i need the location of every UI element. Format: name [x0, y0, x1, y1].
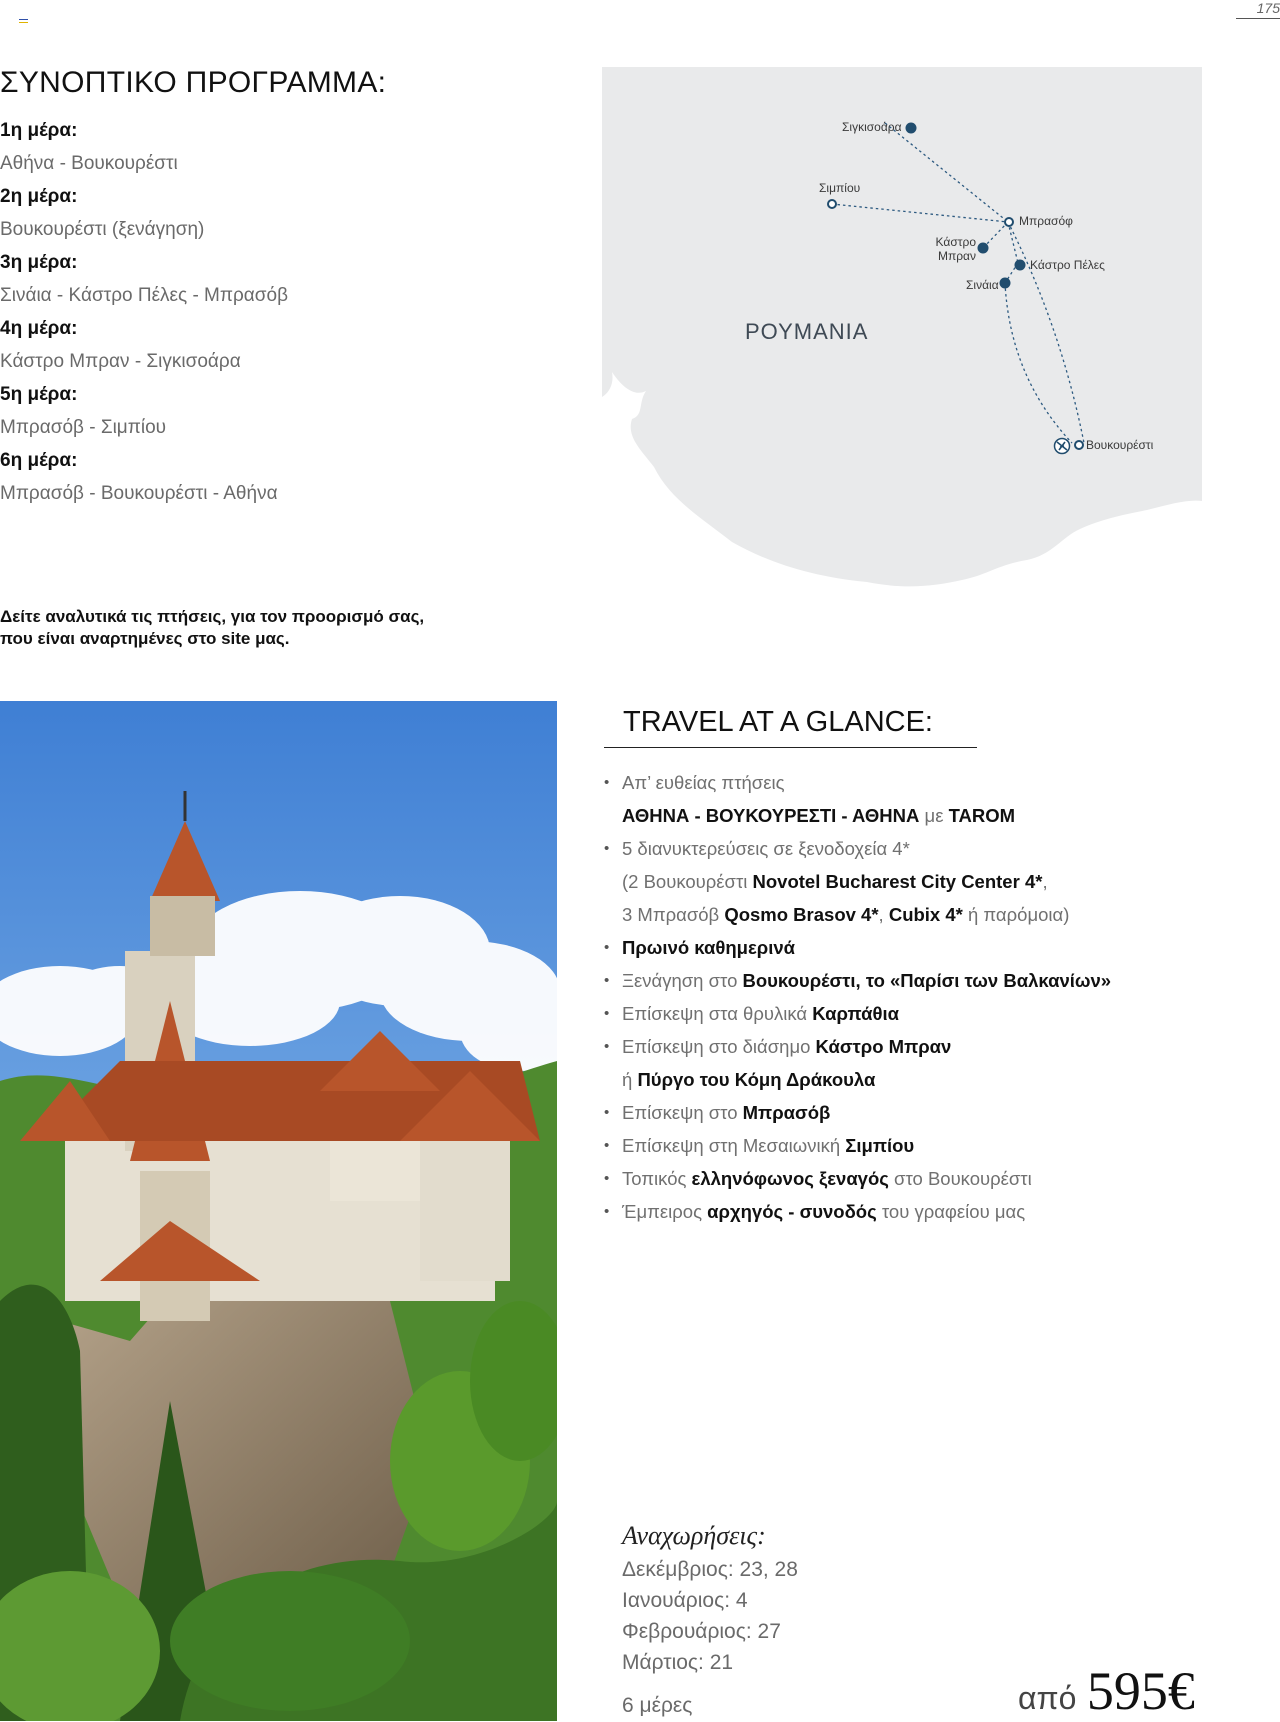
bullet-icon: •	[604, 939, 610, 956]
castle-tower	[150, 896, 215, 956]
route-line	[1008, 222, 1084, 443]
route-map-graphic	[602, 67, 1202, 608]
glance-item-line	[622, 865, 1264, 898]
glance-highlight: Qosmo Brasov 4*	[724, 904, 879, 925]
glance-item-line	[622, 997, 1264, 1030]
glance-item	[604, 1162, 1264, 1195]
day-label: 3η μέρα:	[0, 252, 78, 273]
glance-text: του γραφείου μας	[876, 1201, 1026, 1222]
glance-item-line	[622, 1162, 1264, 1195]
glance-item-line	[622, 964, 1264, 997]
bullet-icon: •	[604, 972, 610, 989]
glance-item	[604, 997, 1264, 1030]
glance-text: Επίσκεψη στη Μεσαιωνική	[622, 1135, 846, 1156]
itinerary-days	[0, 114, 560, 510]
route-line	[832, 204, 1008, 222]
route-line	[885, 123, 1008, 222]
glance-item	[604, 832, 1264, 931]
glance-title-underline	[604, 747, 977, 748]
glance-text: Τοπικός	[622, 1168, 692, 1189]
map-label-bran-line: Μπραν	[937, 249, 976, 263]
glance-title: TRAVEL AT A GLANCE:	[623, 706, 933, 738]
day-route: Αθήνα - Βουκουρέστι	[0, 153, 178, 174]
map-marker-sibiu	[828, 200, 836, 208]
glance-highlight: Πρωινό καθημερινά	[622, 937, 796, 958]
day-label: 4η μέρα:	[0, 318, 78, 339]
map-landmass-outline	[602, 372, 1202, 608]
map-label-peles: Κάστρο Πέλες	[1030, 258, 1105, 272]
bullet-icon: •	[604, 1005, 610, 1022]
glance-text: (2 Βουκουρέστι	[622, 871, 753, 892]
flag-mark-icon	[19, 19, 28, 26]
glance-text: Έμπειρος	[622, 1201, 708, 1222]
bullet-icon: •	[604, 1104, 610, 1121]
map-country-label: ΡΟΥΜΑΝΙΑ	[745, 319, 869, 344]
map-marker-brasov	[1005, 218, 1013, 226]
departure-date: Ιανουάριος: 4	[622, 1589, 748, 1612]
glance-highlight: Μπρασόβ	[742, 1102, 831, 1123]
glance-text: Απ’ ευθείας πτήσεις	[622, 772, 785, 793]
glance-text: ,	[1042, 871, 1048, 892]
price-prefix: από	[1018, 1680, 1077, 1716]
glance-item	[604, 1096, 1264, 1129]
day-label: 2η μέρα:	[0, 186, 78, 207]
glance-highlight: αρχηγός - συνοδός	[707, 1201, 877, 1222]
day-label: 1η μέρα:	[0, 120, 78, 141]
glance-item	[604, 964, 1264, 997]
flights-note-line: Δείτε αναλυτικά τις πτήσεις, για τον προορισμό σας,	[0, 607, 425, 626]
route-line	[1005, 283, 1072, 443]
trip-duration: 6 μέρες	[622, 1694, 693, 1717]
price	[1018, 1660, 1195, 1722]
glance-item	[604, 931, 1264, 964]
glance-item-line	[622, 1096, 1264, 1129]
day-route: Μπρασόβ - Βουκουρέστι - Αθήνα	[0, 483, 278, 504]
glance-item	[604, 1195, 1264, 1228]
glance-highlight: ελληνόφωνος ξεναγός	[691, 1168, 889, 1189]
glance-item	[604, 1030, 1264, 1096]
departure-date: Δεκέμβριος: 23, 28	[622, 1558, 798, 1581]
route-line	[1008, 222, 1018, 263]
glance-text: Επίσκεψη στα θρυλικά	[622, 1003, 813, 1024]
map-marker-sinaia	[1000, 278, 1011, 289]
glance-text: 5 διανυκτερεύσεις σε ξενοδοχεία 4*	[622, 838, 910, 859]
map-marker-peles	[1015, 260, 1026, 271]
departures-title: Αναχωρήσεις:	[622, 1521, 766, 1550]
day-route: Κάστρο Μπραν - Σιγκισοάρα	[0, 351, 241, 372]
glance-text: στο Βουκουρέστι	[888, 1168, 1032, 1189]
bran-castle-photo	[0, 701, 557, 1721]
map-marker-bucharest	[1075, 441, 1083, 449]
bullet-icon: •	[604, 774, 610, 791]
bullet-icon: •	[604, 1038, 610, 1055]
glance-highlight: Βουκουρέστι, το «Παρίσι των Βαλκανίων»	[742, 970, 1112, 991]
day-route: Βουκουρέστι (ξενάγηση)	[0, 219, 205, 240]
route-map	[602, 67, 1202, 608]
bullet-icon: •	[604, 1203, 610, 1220]
day-label: 5η μέρα:	[0, 384, 78, 405]
day-route: Σινάια - Κάστρο Πέλες - Μπρασόβ	[0, 285, 289, 306]
map-label-bran	[932, 235, 976, 263]
glance-text: ή παρόμοια)	[962, 904, 1070, 925]
bullet-icon: •	[604, 1170, 610, 1187]
glance-item-line	[622, 931, 1264, 964]
page-number: 175	[1236, 0, 1280, 19]
departures-block	[622, 1518, 798, 1678]
glance-text: Επίσκεψη στο διάσημο	[622, 1036, 816, 1057]
glance-highlight: Novotel Bucharest City Center 4*	[752, 871, 1043, 892]
glance-item-line	[622, 1195, 1264, 1228]
glance-item-line	[622, 1129, 1264, 1162]
glance-highlight: Καρπάθια	[812, 1003, 899, 1024]
departure-date: Μάρτιος: 21	[622, 1651, 734, 1674]
map-marker-sighisoara	[906, 123, 917, 134]
glance-text: ή	[622, 1069, 638, 1090]
glance-list	[604, 766, 1264, 1228]
glance-item-line	[622, 799, 1264, 832]
glance-highlight: Κάστρο Μπραν	[815, 1036, 952, 1057]
bullet-icon: •	[604, 840, 610, 857]
glance-item-line	[622, 832, 1264, 865]
glance-item	[604, 1129, 1264, 1162]
glance-text: Επίσκεψη στο	[622, 1102, 743, 1123]
flights-note	[0, 606, 480, 650]
map-label-sinaia: Σινάια	[966, 278, 999, 292]
glance-text: 3 Μπρασόβ	[622, 904, 725, 925]
flights-note-line: που είναι αναρτημένες στο site μας.	[0, 629, 290, 648]
glance-item-line	[622, 1030, 1264, 1063]
glance-text: ,	[878, 904, 889, 925]
glance-text: Ξενάγηση στο	[622, 970, 743, 991]
day-label: 6η μέρα:	[0, 450, 78, 471]
glance-item	[604, 766, 1264, 832]
glance-highlight: TAROM	[948, 805, 1016, 826]
glance-item-line	[622, 898, 1264, 931]
glance-highlight: ΑΘΗΝΑ - ΒΟΥΚΟΥΡΕΣΤΙ - ΑΘΗΝΑ	[622, 805, 920, 826]
day-route: Μπρασόβ - Σιμπίου	[0, 417, 167, 438]
glance-item-line	[622, 1063, 1264, 1096]
price-value: 595€	[1086, 1661, 1195, 1721]
map-label-sibiu: Σιμπίου	[819, 181, 861, 195]
map-label-bucharest: Βουκουρέστι	[1086, 438, 1154, 452]
map-label-brasov: Μπρασόφ	[1019, 214, 1073, 228]
map-label-bran-line: Κάστρο	[935, 235, 976, 249]
summary-title: ΣΥΝΟΠΤΙΚΟ ΠΡΟΓΡΑΜΜΑ:	[0, 66, 387, 99]
map-label-sighisoara: Σιγκισοάρα	[842, 120, 902, 134]
airplane-icon	[1055, 439, 1070, 454]
glance-item-line	[622, 766, 1264, 799]
map-marker-bran	[978, 243, 989, 254]
bullet-icon: •	[604, 1137, 610, 1154]
glance-highlight: Cubix 4*	[888, 904, 963, 925]
glance-highlight: Πύργο του Κόμη Δράκουλα	[637, 1069, 876, 1090]
glance-highlight: Σιμπίου	[845, 1135, 915, 1156]
glance-text: με	[919, 805, 949, 826]
departure-date: Φεβρουάριος: 27	[622, 1620, 781, 1643]
